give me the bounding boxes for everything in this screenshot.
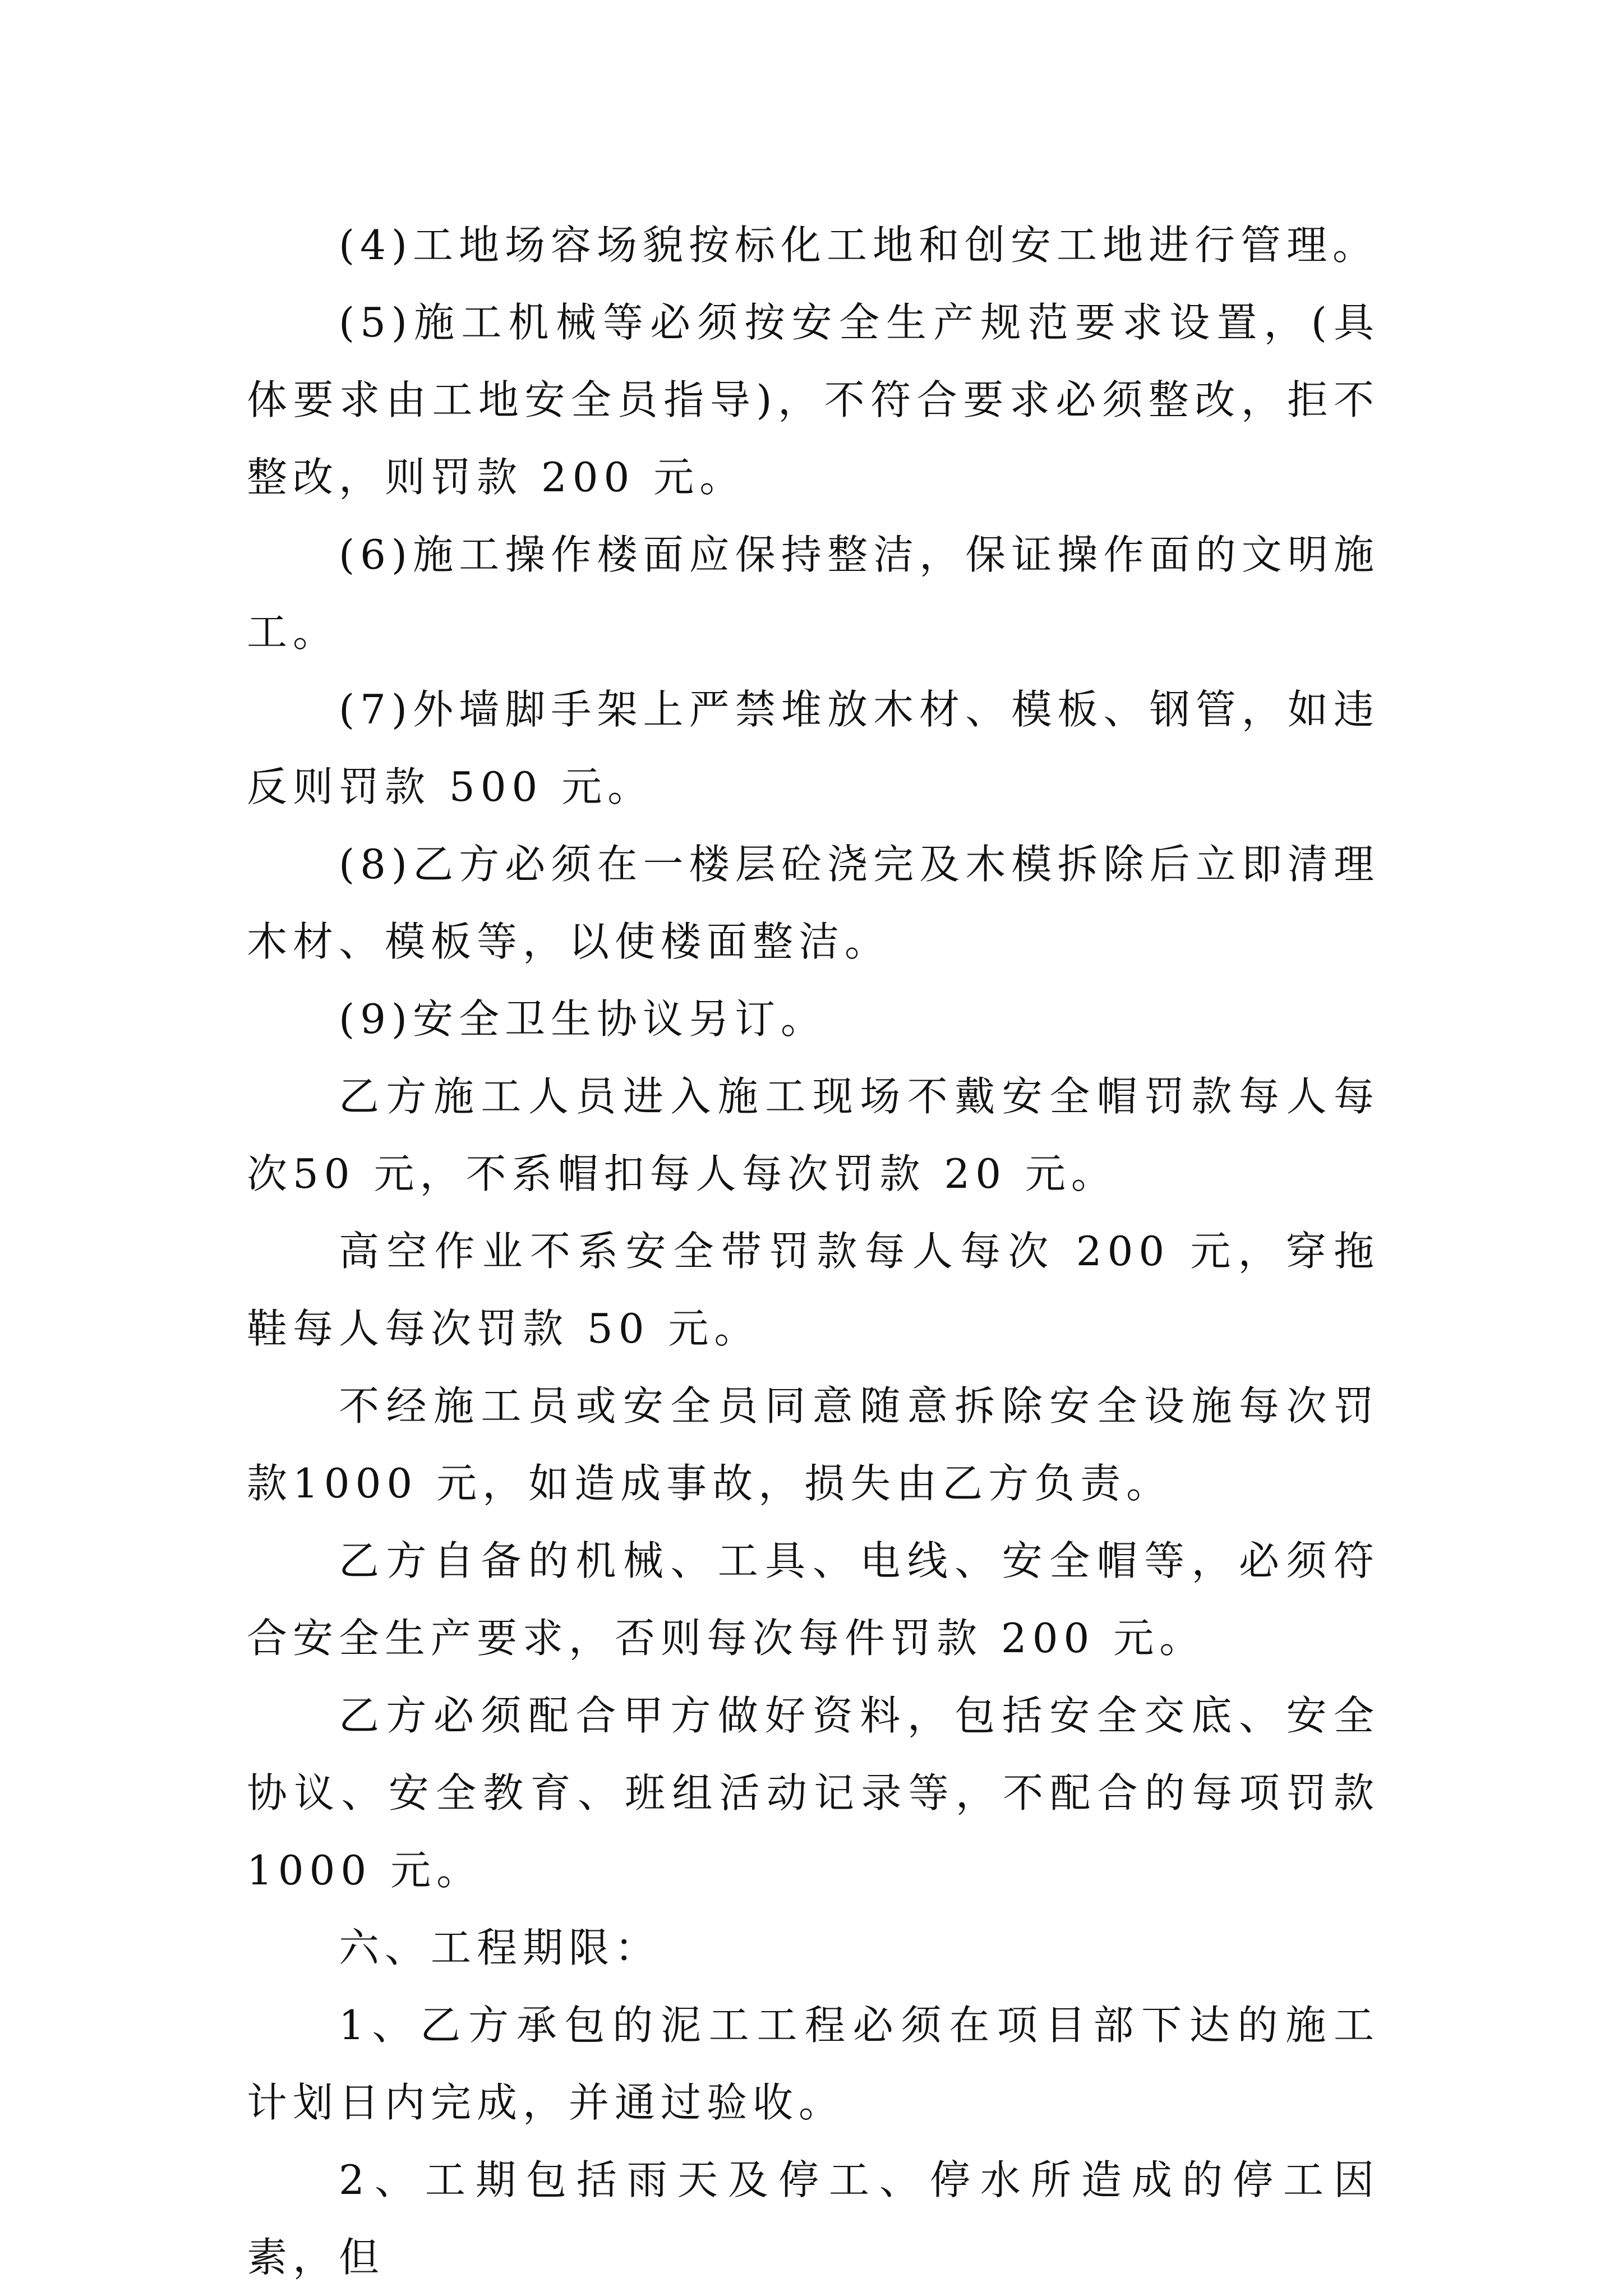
paragraph-item-7: (7)外墙脚手架上严禁堆放木材、模板、钢管，如违反则罚款 500 元。 <box>247 686 1380 810</box>
paragraph-schedule-item-2: 2、工期包括雨天及停工、停水所造成的停工因素，但 <box>247 2156 1380 2281</box>
paragraph-item-8: (8)乙方必须在一楼层砼浇完及木模拆除后立即清理木材、模板等，以使楼面整洁。 <box>247 841 1380 965</box>
paragraph-helmet-penalty: 乙方施工人员进入施工现场不戴安全帽罚款每人每次50 元，不系帽扣每人每次罚款 20 元。 <box>247 1073 1380 1197</box>
paragraph-safety-belt-penalty: 高空作业不系安全带罚款每人每次 200 元，穿拖鞋每人每次罚款 50 元。 <box>247 1228 1380 1352</box>
paragraph-item-5: (5)施工机械等必须按安全生产规范要求设置，(具体要求由工地安全员指导)，不符合要求必须整改，拒不整改，则罚款 200 元。 <box>247 299 1380 501</box>
paragraph-item-4: (4)工地场容场貌按标化工地和创安工地进行管理。 <box>339 222 1378 269</box>
paragraph-facility-removal-penalty: 不经施工员或安全员同意随意拆除安全设施每次罚款1000 元，如造成事故，损失由乙方负责。 <box>247 1382 1380 1507</box>
paragraph-item-6: (6)施工操作楼面应保持整洁，保证操作面的文明施工。 <box>247 531 1380 656</box>
paragraph-documentation-penalty: 乙方必须配合甲方做好资料，包括安全交底、安全协议、安全教育、班组活动记录等，不配合的每项罚款 1000 元。 <box>247 1692 1380 1894</box>
paragraph-item-9: (9)安全卫生协议另订。 <box>339 995 827 1043</box>
document-body <box>247 206 1380 2296</box>
section-heading-schedule: 六、工程期限： <box>339 1924 661 1971</box>
paragraph-schedule-item-1: 1、乙方承包的泥工工程必须在项目部下达的施工计划日内完成，并通过验收。 <box>247 2002 1380 2126</box>
paragraph-equipment-penalty: 乙方自备的机械、工具、电线、安全帽等，必须符合安全生产要求，否则每次每件罚款 200 元。 <box>247 1537 1380 1662</box>
